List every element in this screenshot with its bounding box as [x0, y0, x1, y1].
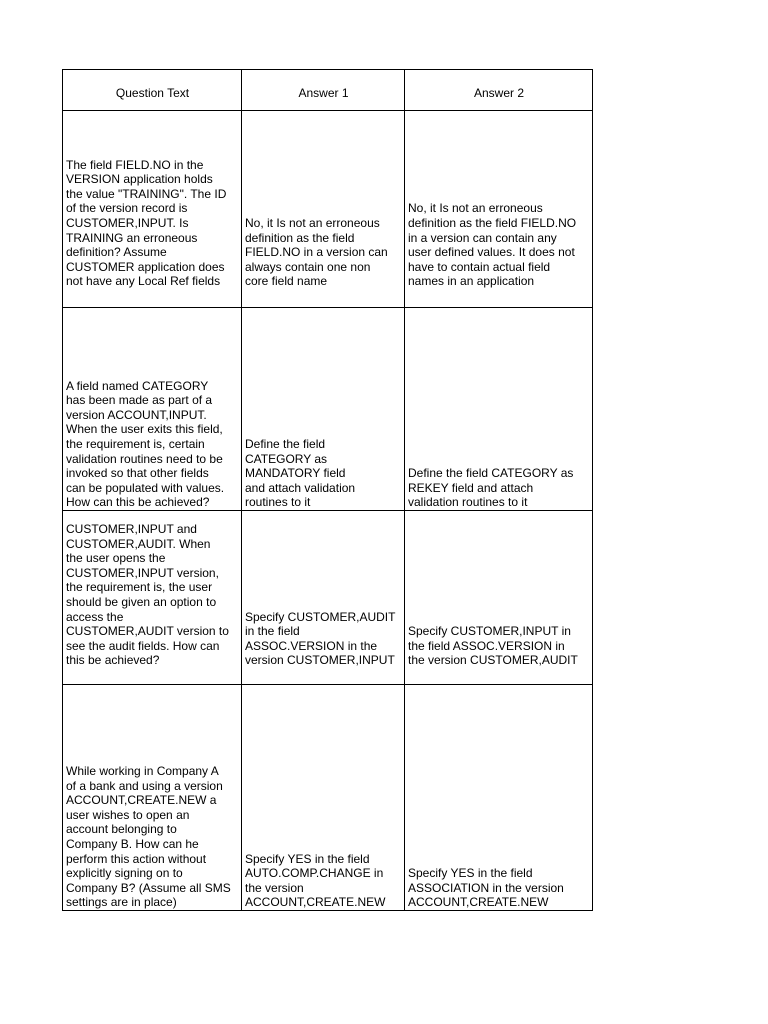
question-cell-text: CUSTOMER,INPUT and CUSTOMER,AUDIT. When the user opens the CUSTOMER,INPUT version, the requirement is, the user should be given an option to access the CUSTOMER,AUDIT version to see the audit fields. How can this be achieved?: [66, 522, 229, 668]
spreadsheet-page: [62, 69, 592, 910]
header-answer-1: Answer 1: [242, 70, 405, 111]
question-cell: While working in Company A of a bank and using a version ACCOUNT,CREATE.NEW a user wishes to open an account belonging to Company B. How can he perform this action without explicitly signing on to Company B? (Assume all SMS settings are in place): [63, 685, 242, 911]
header-question-text: Question Text: [63, 70, 242, 111]
answer-2-cell: No, it Is not an erroneous definition as the field FIELD.NO in a version can contain any user defined values. It does not have to contain actual field names in an application: [405, 111, 593, 308]
table-row: [63, 511, 593, 685]
answer-1-cell: No, it Is not an erroneous definition as the field FIELD.NO in a version can always contain one non core field name: [242, 111, 405, 308]
answer-1-cell: Specify YES in the field AUTO.COMP.CHANGE in the version ACCOUNT,CREATE.NEW: [242, 685, 405, 911]
answer-1-cell: Specify CUSTOMER,AUDIT in the field ASSOC.VERSION in the version CUSTOMER,INPUT: [242, 511, 405, 685]
question-cell: A field named CATEGORY has been made as part of a version ACCOUNT,INPUT. When the user exits this field, the requirement is, certain validation routines need to be invoked so that other fields can be populated with values. How can this be achieved?: [63, 308, 242, 511]
table-row: [63, 308, 593, 511]
table-row: [63, 685, 593, 911]
answer-1-cell: Define the field CATEGORY as MANDATORY field and attach validation routines to it: [242, 308, 405, 511]
answer-2-cell: Specify YES in the field ASSOCIATION in the version ACCOUNT,CREATE.NEW: [405, 685, 593, 911]
header-answer-2: Answer 2: [405, 70, 593, 111]
question-cell: [63, 511, 242, 685]
table-row: [63, 111, 593, 308]
question-cell: The field FIELD.NO in the VERSION application holds the value "TRAINING". The ID of the version record is CUSTOMER,INPUT. Is TRAINING an erroneous definition? Assume CUSTOMER application does not have any Local Ref fields: [63, 111, 242, 308]
table-header-row: [63, 70, 593, 111]
question-table: [62, 69, 593, 911]
answer-2-cell: Specify CUSTOMER,INPUT in the field ASSOC.VERSION in the version CUSTOMER,AUDIT: [405, 511, 593, 685]
answer-2-cell: Define the field CATEGORY as REKEY field and attach validation routines to it: [405, 308, 593, 511]
